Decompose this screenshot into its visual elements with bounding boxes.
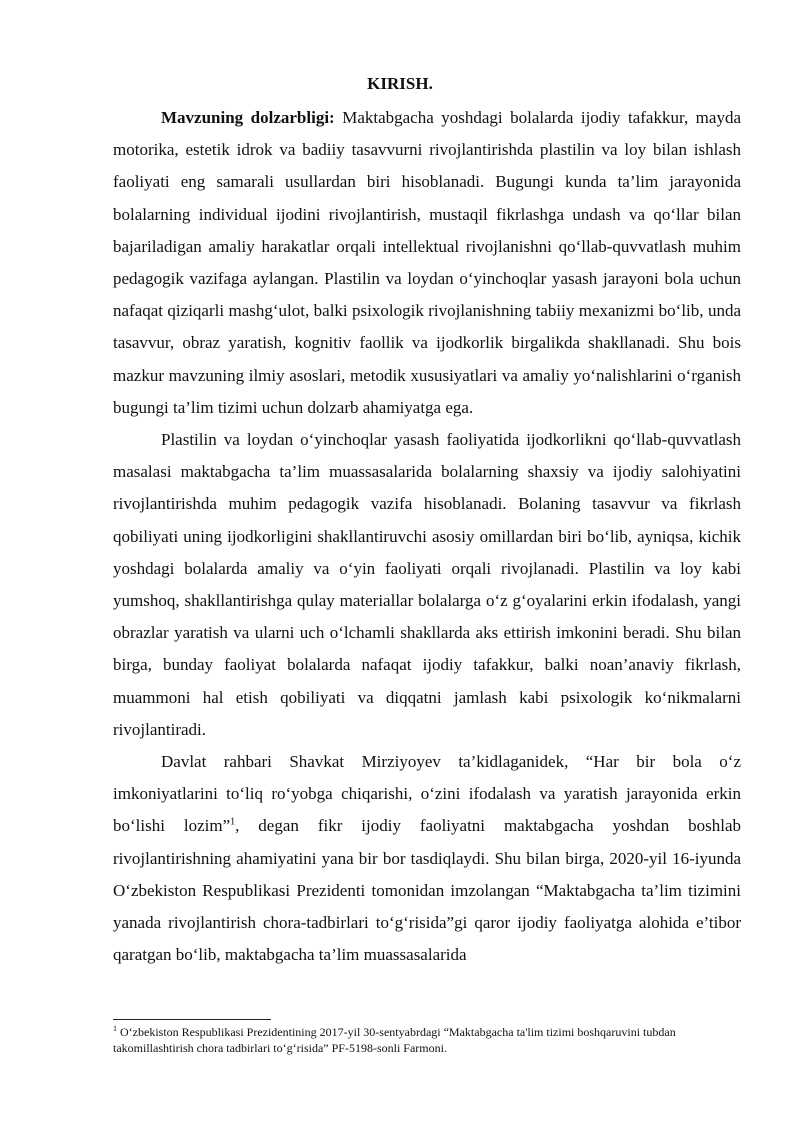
footnote-mark: 1 (113, 1024, 117, 1033)
paragraph-3-text-b: , degan fikr ijodiy faoliyatni maktabgacha yoshdan boshlab rivojlantirishning ahamiyatini yana bir bor tasdiqlaydi. Shu bilan birga, 2020-yil 16-iyunda O‘zbekiston Respublikasi Prezidenti tomonidan imzolangan “Maktabgacha ta’lim tizimini yanada rivojlantirish chora-tadbirlari to‘g‘risida”gi qaror ijodiy faoliyatga alohida e’tibor qaratgan bo‘lib, maktabgacha ta’lim muassasalarida (113, 816, 741, 965)
body-text (113, 102, 741, 971)
footnote-text: O‘zbekiston Respublikasi Prezidentining 2017-yil 30-sentyabrdagi “Maktabgacha ta'lim tizimi boshqaruvini tubdan takomillashtirish chora tadbirlari to‘g‘risida” PF-5198-sonli Farmoni. (113, 1025, 676, 1055)
paragraph-2-text: Plastilin va loydan o‘yinchoqlar yasash faoliyatida ijodkorlikni qo‘llab-quvvatlash masalasi maktabgacha ta’lim muassasalarida bolalarning shaxsiy va ijodiy salohiyatini rivojlantirishda muhim pedagogik vazifa hisoblanadi. Bolaning tasavvur va fikrlash qobiliyati uning ijodkorligini shakllantiruvchi asosiy omillardan biri bo‘lib, ayniqsa, kichik yoshdagi bolalarda amaliy va o‘yin faoliyati orqali rivojlanadi. Plastilin va loy kabi yumshoq, shakllantirishga qulay materiallar bolalarga o‘z g‘oyalarini erkin ifodalash, yangi obrazlar yaratish va ularni uch o‘lchamli shakllarda aks ettirish imkonini beradi. Shu bilan birga, bunday faoliyat bolalarda nafaqat ijodiy tafakkur, balki noan’anaviy fikrlash, muammoni hal etish qobiliyati va diqqatni jamlash kabi psixologik ko‘nikmalarni rivojlantiradi. (113, 430, 741, 739)
footnote (113, 1024, 741, 1056)
paragraph-1-text: Maktabgacha yoshdagi bolalarda ijodiy tafakkur, mayda motorika, estetik idrok va badiiy tasavvurni rivojlantirishda plastilin va loy bilan ishlash faoliyati eng samarali usullardan biri hisoblanadi. Bugungi kunda ta’lim jarayonida bolalarning individual ijodini rivojlantirish, mustaqil fikrlashga undash va qo‘llar bilan bajariladigan amaliy harakatlar orqali intellektual rivojlanishni qo‘llab-quvvatlash muhim pedagogik vazifaga aylangan. Plastilin va loydan o‘yinchoqlar yasash jarayoni bola uchun nafaqat qiziqarli mashg‘ulot, balki psixologik rivojlanishning tabiiy mexanizmi bo‘lib, unda tasavvur, obraz yaratish, kognitiv faollik va ijodkorlik birgalikda shakllanadi. Shu bois mazkur mavzuning ilmiy asoslari, metodik xususiyatlari va amaliy yo‘nalishlarini o‘rganish bugungi ta’lim tizimi uchun dolzarb ahamiyatga ega. (113, 108, 741, 417)
paragraph-3 (113, 746, 741, 971)
paragraph-lead-label: Mavzuning dolzarbligi: (161, 108, 335, 127)
footnote-divider (113, 1019, 271, 1020)
footnote-reference[interactable]: 1 (230, 816, 236, 828)
paragraph-3-text-a: Davlat rahbari Shavkat Mirziyoyev ta’kidlaganidek, “Har bir bola o‘z imkoniyatlarini to‘liq ro‘yobga chiqarishi, o‘zini ifodalash va yaratish jarayonida erkin bo‘lishi lozim” (113, 752, 741, 836)
paragraph-2 (113, 424, 741, 746)
paragraph-1 (113, 102, 741, 424)
section-heading: KIRISH. (367, 74, 433, 93)
